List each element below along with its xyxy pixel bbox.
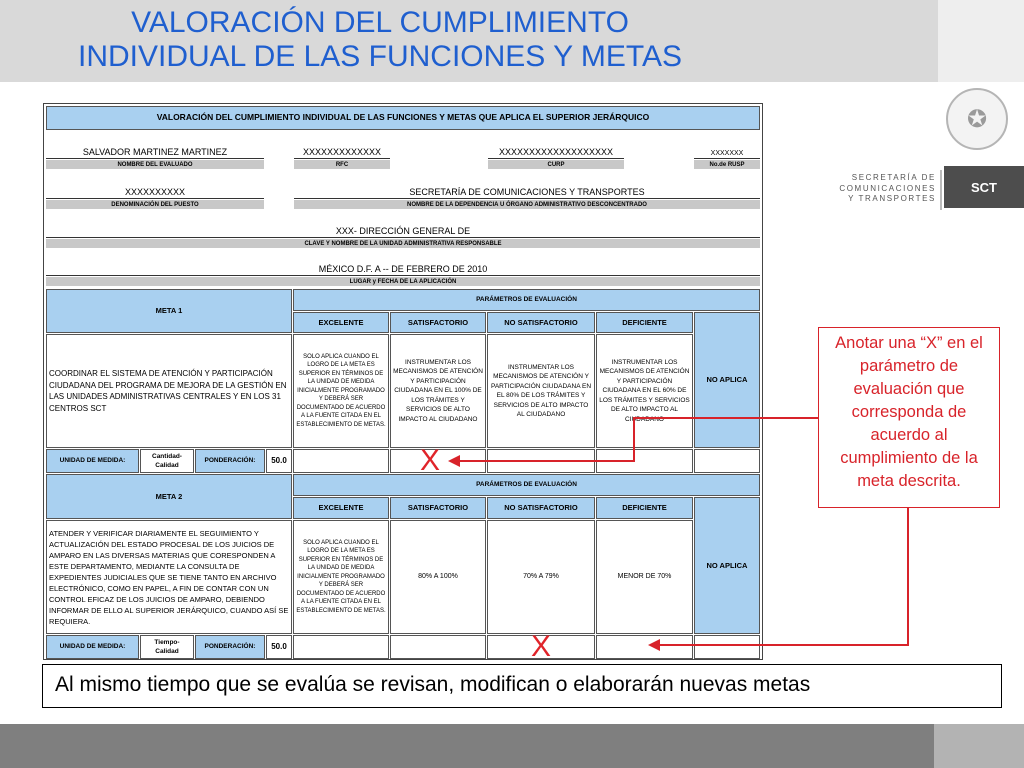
unidad-label: CLAVE Y NOMBRE DE LA UNIDAD ADMINISTRATIVA RESPONSABLE — [46, 239, 760, 248]
arrowhead-2 — [648, 639, 660, 651]
meta-1-title: META 1 — [46, 289, 292, 333]
mexican-seal-icon: ✪ — [946, 88, 1008, 150]
meta-1-col-deficiente: DEFICIENTE — [596, 312, 693, 333]
rfc-label: RFC — [294, 160, 390, 169]
meta-2-x-mark: X — [531, 630, 552, 663]
lugar-label: LUGAR y FECHA DE LA APLICACIÓN — [46, 277, 760, 286]
evaluado-label: NOMBRE DEL EVALUADO — [46, 160, 264, 169]
slide-title-line-2: INDIVIDUAL DE LAS FUNCIONES Y METAS — [77, 40, 683, 73]
agency-line-2: COMUNICACIONES — [839, 183, 936, 193]
meta-2-no-aplica: NO APLICA — [694, 497, 760, 634]
puesto-value: XXXXXXXXXX — [46, 174, 264, 199]
meta-1-col-satisfactorio: SATISFACTORIO — [390, 312, 486, 333]
meta-2-excelente: SOLO APLICA CUANDO EL LOGRO DE LA META ES SUPERIOR EN TÉRMINOS DE LA UNIDAD DE MEDIDA INICIALMENTE PROGRAMADO Y DEBERÁ SER DOCUMENTADO DE ACUERDO A LA FUENTE CITADA EN EL ESTABLECIMIENTO DE METAS. — [293, 520, 389, 634]
meta-1-no-satisfactorio: INSTRUMENTAR LOS MECANISMOS DE ATENCIÓN Y PARTICIPACIÓN CIUDADANA EN EL 80% DE LOS TRÁMITES Y SERVICIOS DE ALTO IMPACTO AL CIUDADANO — [487, 334, 595, 448]
rusp-value: XXXXXXX — [694, 134, 760, 159]
curp-value: XXXXXXXXXXXXXXXXXXX — [488, 134, 624, 159]
meta-2-ponderacion: 50.0 — [266, 635, 292, 659]
meta-1-deficiente: INSTRUMENTAR LOS MECANISMOS DE ATENCIÓN Y PARTICIPACIÓN CIUDADANA EN EL 60% DE LOS TRÁMITES Y SERVICIOS DE ALTO IMPACTO AL CIUDADANO — [596, 334, 693, 448]
callout-box: Anotar una “X” en el parámetro de evaluación que corresponda de acuerdo al cumplimiento de la meta descrita. — [818, 327, 1000, 508]
meta-2-col-deficiente: DEFICIENTE — [596, 497, 693, 519]
arrow-connector-1 — [454, 418, 818, 461]
meta-2-col-excelente: EXCELENTE — [293, 497, 389, 519]
evaluado-value: SALVADOR MARTINEZ MARTINEZ — [46, 134, 264, 159]
meta-2-title: META 2 — [46, 474, 292, 519]
meta-2-unidad-medida: Tiempo-Calidad — [140, 635, 194, 659]
meta-2-col-no-satisfactorio: NO SATISFACTORIO — [487, 497, 595, 519]
meta-1-parametros: PARÁMETROS DE EVALUACIÓN — [293, 289, 760, 311]
meta-2-col-satisfactorio: SATISFACTORIO — [390, 497, 486, 519]
meta-1-excelente: SOLO APLICA CUANDO EL LOGRO DE LA META ES SUPERIOR EN TÉRMINOS DE LA UNIDAD DE MEDIDA INICIALMENTE PROGRAMADO Y DEBERÁ SER DOCUMENTADO DE ACUERDO A LA FUENTE CITADA EN EL ESTABLECIMIENTO DE METAS. — [293, 334, 389, 448]
meta-2-deficiente: MENOR DE 70% — [596, 520, 693, 634]
sct-logo: SCT — [944, 166, 1024, 208]
dependencia-value: SECRETARÍA DE COMUNICACIONES Y TRANSPORTES — [294, 174, 760, 199]
bottom-band — [0, 724, 934, 768]
meta-2-description: ATENDER Y VERIFICAR DIARIAMENTE EL SEGUIMIENTO Y ACTUALIZACIÓN DEL ESTADO PROCESAL DE LOS JUICIOS DE AMPARO EN LAS DIVERSAS MATERIAS QUE CORESPONDEN A ESTE DEPARTAMENTO, MEDIANTE LA CONSULTA DE EXPEDIENTES JUDICIALES QUE SE TIENE TANTO EN ARCHIVO ELECTRÓNICO, COMO EN PAPEL, A FIN DE CONTAR CON UN CONTROL EFICAZ DE LOS JUICIOS DE AMPARO, DEBIENDO INFORMAR DE ELLO AL SUPERIOR JERÁRQUICO, CUANDO ASÍ SE REQUIERA. — [46, 520, 292, 634]
rusp-label: No.de RUSP — [694, 160, 760, 169]
footer-note: Al mismo tiempo que se evalúa se revisan, modifican o elaborarán nuevas metas — [42, 664, 1002, 708]
agency-line-1: SECRETARÍA DE — [851, 173, 936, 182]
meta-2-satisfactorio: 80% A 100% — [390, 520, 486, 634]
meta-1-ponderacion: 50.0 — [266, 449, 292, 473]
meta-1-ponderacion-label: PONDERACIÓN: — [195, 449, 265, 473]
arrowhead-1 — [448, 455, 460, 467]
meta-1-description: COORDINAR EL SISTEMA DE ATENCIÓN Y PARTICIPACIÓN CIUDADANA DEL PROGRAMA DE MEJORA DE LA GESTIÓN EN LAS UNIDADES ADMINISTRATIVAS CENTRALES Y EN LOS 31 CENTROS SCT — [46, 334, 292, 448]
meta-2-ponderacion-label: PONDERACIÓN: — [195, 635, 265, 659]
meta-1-x-mark: X — [420, 444, 441, 477]
rfc-value: XXXXXXXXXXXXX — [294, 134, 390, 159]
unidad-value: XXX- DIRECCIÓN GENERAL DE — [46, 212, 760, 238]
slide-title-line-1: VALORACIÓN DEL CUMPLIMIENTO — [131, 6, 629, 39]
form-header: VALORACIÓN DEL CUMPLIMIENTO INDIVIDUAL DE LAS FUNCIONES Y METAS QUE APLICA EL SUPERIOR JERÁRQUICO — [46, 106, 760, 130]
curp-label: CURP — [488, 160, 624, 169]
dependencia-label: NOMBRE DE LA DEPENDENCIA U ÓRGANO ADMINISTRATIVO DESCONCENTRADO — [294, 200, 760, 209]
bottom-band-right — [934, 724, 1024, 768]
meta-2-parametros: PARÁMETROS DE EVALUACIÓN — [293, 474, 760, 496]
puesto-label: DENOMINACIÓN DEL PUESTO — [46, 200, 264, 209]
meta-1-no-aplica: NO APLICA — [694, 312, 760, 448]
meta-1-col-no-satisfactorio: NO SATISFACTORIO — [487, 312, 595, 333]
lugar-value: MÉXICO D.F. A -- DE FEBRERO DE 2010 — [46, 251, 760, 276]
meta-2-no-satisfactorio: 70% A 79% — [487, 520, 595, 634]
arrow-connector-2 — [654, 508, 908, 645]
meta-1-col-excelente: EXCELENTE — [293, 312, 389, 333]
meta-1-satisfactorio: INSTRUMENTAR LOS MECANISMOS DE ATENCIÓN Y PARTICIPACIÓN CIUDADANA EN EL 100% DE LOS TRÁMITES Y SERVICIOS DE ALTO IMPACTO AL CIUDADANO — [390, 334, 486, 448]
meta-2-unidad-medida-label: UNIDAD DE MEDIDA: — [46, 635, 139, 659]
meta-1-unidad-medida: Cantidad-Calidad — [140, 449, 194, 473]
agency-line-3: Y TRANSPORTES — [848, 194, 936, 203]
meta-1-unidad-medida-label: UNIDAD DE MEDIDA: — [46, 449, 139, 473]
